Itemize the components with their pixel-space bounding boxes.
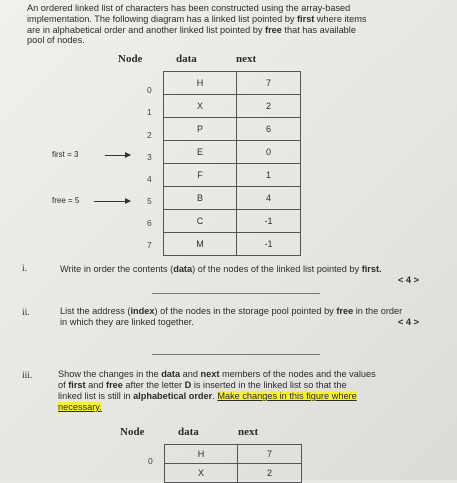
table-row [165, 445, 302, 464]
editable-linked-list-table [164, 444, 302, 483]
answer-line[interactable] [152, 293, 320, 294]
node-index: 0 [148, 456, 153, 466]
data-cell: P [164, 118, 237, 141]
free-pointer-arrow [94, 201, 130, 202]
table-row [164, 95, 301, 118]
next-cell: 1 [237, 164, 301, 187]
data-cell: C [164, 210, 237, 233]
next-cell: 2 [237, 95, 301, 118]
table-row [164, 210, 301, 233]
next-cell: 6 [237, 118, 301, 141]
data-cell: H [164, 72, 237, 95]
node-index: 0 [147, 85, 152, 95]
data-cell: M [164, 233, 237, 256]
intro-line-2: implementation. The following diagram has a linked list pointed by first where items [27, 13, 367, 24]
next-cell[interactable]: 7 [238, 445, 302, 464]
node-index: 3 [147, 152, 152, 162]
table-row [164, 233, 301, 256]
intro-paragraph [27, 3, 437, 46]
first-pointer-label: first = 3 [52, 150, 79, 159]
header-node: Node [118, 53, 143, 65]
header-data: data [176, 53, 197, 65]
question-1-marks: < 4 > [398, 275, 419, 285]
highlighted-instruction: necessary. [58, 402, 102, 412]
question-1-text: Write in order the contents (data) of the nodes of the linked list pointed by first. [60, 264, 382, 274]
header-next: next [238, 426, 259, 438]
node-index: 7 [147, 240, 152, 250]
header-next: next [236, 53, 257, 65]
linked-list-table [163, 71, 301, 256]
intro-line-3: are in alphabetical order and another linked list pointed by free that has available [27, 24, 356, 35]
table-row [164, 187, 301, 210]
node-index: 6 [147, 218, 152, 228]
intro-line-4: pool of nodes. [27, 35, 85, 46]
question-number: ii. [22, 308, 30, 318]
table-row [164, 141, 301, 164]
node-index: 2 [147, 130, 152, 140]
question-3-text: Show the changes in the data and next members of the nodes and the values of first and free after the letter D is inserted in the linked list so that the linked list is still in alphabetical order. Make changes in this figure where necessary. [58, 369, 376, 412]
next-cell: -1 [237, 210, 301, 233]
question-2-marks: < 4 > [398, 317, 419, 327]
next-cell[interactable]: 2 [238, 464, 302, 483]
node-index: 4 [147, 174, 152, 184]
answer-line[interactable] [152, 354, 320, 355]
question-number: i. [22, 264, 28, 274]
table-row [164, 72, 301, 95]
highlighted-instruction: Make changes in this figure where [217, 391, 357, 401]
first-pointer-arrow [105, 155, 130, 156]
header-data: data [178, 426, 199, 438]
data-cell[interactable]: X [165, 464, 238, 483]
header-node: Node [120, 426, 145, 438]
data-cell[interactable]: H [165, 445, 238, 464]
question-2-text: List the address (index) of the nodes in the storage pool pointed by free in the order in which they are linked together. [60, 306, 403, 327]
node-index: 5 [147, 196, 152, 206]
data-cell: E [164, 141, 237, 164]
table-row [164, 164, 301, 187]
question-number: iii. [22, 371, 33, 381]
data-cell: F [164, 164, 237, 187]
next-cell: 7 [237, 72, 301, 95]
next-cell: -1 [237, 233, 301, 256]
next-cell: 0 [237, 141, 301, 164]
free-pointer-label: free = 5 [52, 196, 80, 205]
data-cell: X [164, 95, 237, 118]
data-cell: B [164, 187, 237, 210]
node-index: 1 [147, 107, 152, 117]
next-cell: 4 [237, 187, 301, 210]
table-row [164, 118, 301, 141]
intro-line-1: An ordered linked list of characters has been constructed using the array-based [27, 3, 351, 13]
